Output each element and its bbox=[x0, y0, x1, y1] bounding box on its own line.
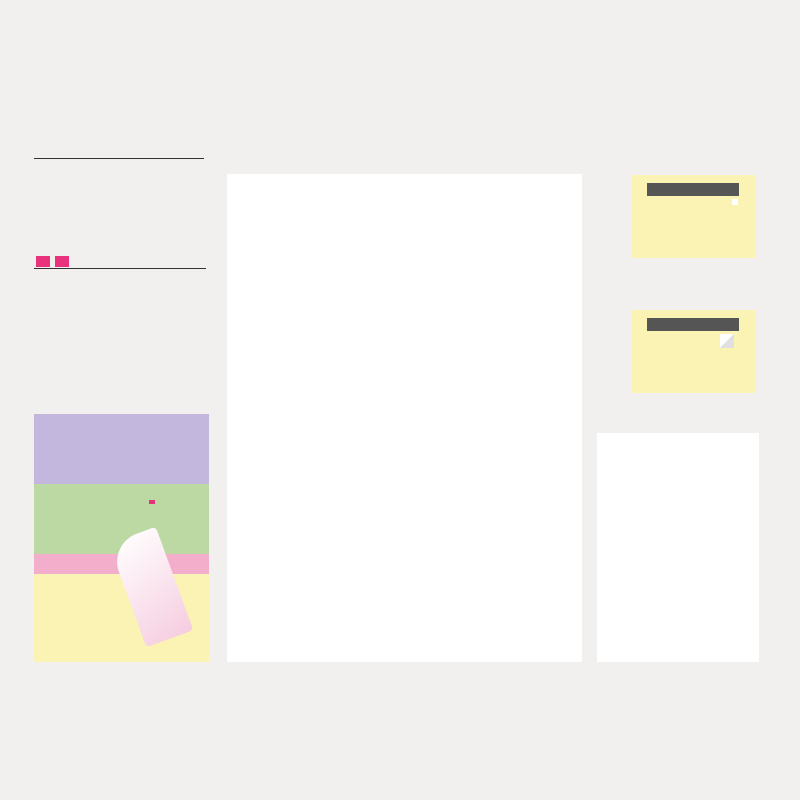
fold-card-after bbox=[632, 310, 756, 393]
eco-badge-icon bbox=[36, 256, 50, 267]
mini-calendar-preview bbox=[597, 433, 759, 662]
cut-mark-icon bbox=[732, 199, 738, 205]
folded-corner-icon bbox=[720, 334, 734, 348]
cover-subtitle bbox=[149, 500, 155, 504]
calendar-cover bbox=[34, 414, 209, 662]
cover-purple-band bbox=[34, 414, 209, 484]
fold-card-before bbox=[632, 175, 756, 258]
card-day-header bbox=[647, 318, 739, 331]
paper-badge-icon bbox=[55, 256, 69, 267]
sales-divider bbox=[34, 268, 206, 269]
main-calendar bbox=[227, 174, 582, 662]
sales-point-heading bbox=[34, 256, 69, 267]
code-divider bbox=[34, 158, 204, 159]
card-day-header bbox=[647, 183, 739, 196]
